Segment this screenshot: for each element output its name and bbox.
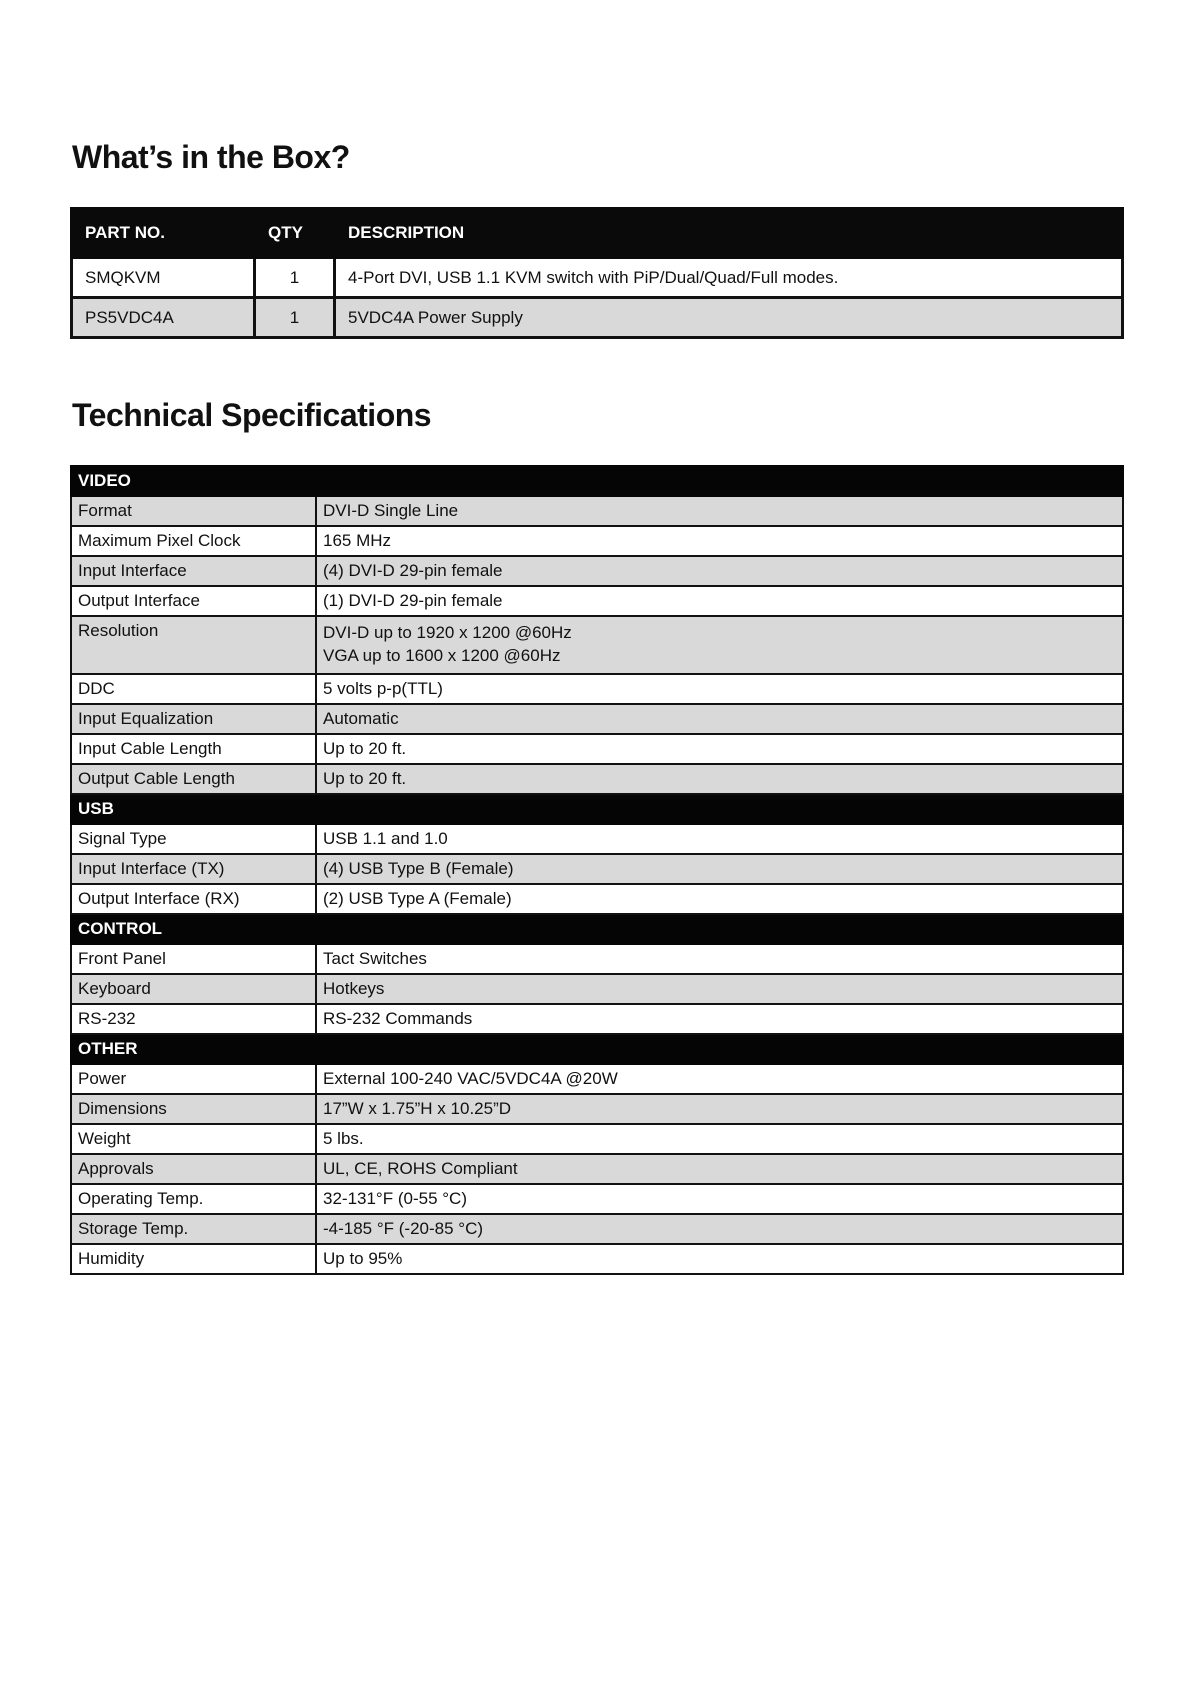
spec-label: Maximum Pixel Clock (71, 526, 316, 556)
box-header-row (72, 209, 1123, 258)
spec-value: Automatic (316, 704, 1123, 734)
spec-label: Format (71, 496, 316, 526)
spec-value: -4-185 °F (-20-85 °C) (316, 1214, 1123, 1244)
spec-row (71, 944, 1123, 974)
spec-value: 165 MHz (316, 526, 1123, 556)
spec-value-line: VGA up to 1600 x 1200 @60Hz (323, 646, 561, 665)
spec-row (71, 1004, 1123, 1034)
spec-label: Operating Temp. (71, 1184, 316, 1214)
spec-value: Up to 95% (316, 1244, 1123, 1274)
qty-cell: 1 (255, 298, 335, 338)
spec-row (71, 764, 1123, 794)
spec-row (71, 496, 1123, 526)
section-header-other (71, 1034, 1123, 1064)
box-row (72, 258, 1123, 298)
spec-label: Keyboard (71, 974, 316, 1004)
spec-value: RS-232 Commands (316, 1004, 1123, 1034)
spec-label: Humidity (71, 1244, 316, 1274)
spec-label: Output Cable Length (71, 764, 316, 794)
spec-label: Power (71, 1064, 316, 1094)
qty-header: QTY (255, 209, 335, 258)
spec-label: DDC (71, 674, 316, 704)
spec-value: 32-131°F (0-55 °C) (316, 1184, 1123, 1214)
part-no-cell: PS5VDC4A (72, 298, 255, 338)
spec-value: DVI-D Single Line (316, 496, 1123, 526)
spec-value: 17”W x 1.75”H x 10.25”D (316, 1094, 1123, 1124)
spec-label: Input Equalization (71, 704, 316, 734)
section-header-usb (71, 794, 1123, 824)
box-row (72, 298, 1123, 338)
spec-value: 5 lbs. (316, 1124, 1123, 1154)
spec-label: Approvals (71, 1154, 316, 1184)
spec-value: (4) DVI-D 29-pin female (316, 556, 1123, 586)
spec-row (71, 884, 1123, 914)
part-no-header: PART NO. (72, 209, 255, 258)
spec-row (71, 1124, 1123, 1154)
section-title: CONTROL (71, 914, 1123, 944)
spec-value: (4) USB Type B (Female) (316, 854, 1123, 884)
spec-row (71, 1244, 1123, 1274)
spec-row (71, 734, 1123, 764)
specs-heading: Technical Specifications (72, 397, 432, 433)
spec-label: Signal Type (71, 824, 316, 854)
box-heading: What’s in the Box? (72, 139, 350, 175)
spec-label: Dimensions (71, 1094, 316, 1124)
spec-row (71, 1094, 1123, 1124)
spec-label: Storage Temp. (71, 1214, 316, 1244)
spec-value: Tact Switches (316, 944, 1123, 974)
spec-value (316, 616, 1123, 674)
spec-label: Input Interface (71, 556, 316, 586)
spec-row (71, 674, 1123, 704)
spec-value: (1) DVI-D 29-pin female (316, 586, 1123, 616)
spec-label: Weight (71, 1124, 316, 1154)
section-header-video (71, 466, 1123, 496)
box-contents-table (70, 207, 1124, 339)
section-title: VIDEO (71, 466, 1123, 496)
spec-row (71, 586, 1123, 616)
spec-label: RS-232 (71, 1004, 316, 1034)
spec-row (71, 1064, 1123, 1094)
spec-label: Front Panel (71, 944, 316, 974)
spec-value: USB 1.1 and 1.0 (316, 824, 1123, 854)
spec-row (71, 824, 1123, 854)
spec-label: Input Interface (TX) (71, 854, 316, 884)
spec-value: Up to 20 ft. (316, 734, 1123, 764)
spec-value: 5 volts p-p(TTL) (316, 674, 1123, 704)
section-title: OTHER (71, 1034, 1123, 1064)
description-header: DESCRIPTION (335, 209, 1123, 258)
spec-label: Output Interface (71, 586, 316, 616)
spec-row (71, 1154, 1123, 1184)
qty-cell: 1 (255, 258, 335, 298)
spec-value: UL, CE, ROHS Compliant (316, 1154, 1123, 1184)
section-title: USB (71, 794, 1123, 824)
spec-value: Hotkeys (316, 974, 1123, 1004)
description-cell: 4-Port DVI, USB 1.1 KVM switch with PiP/Dual/Quad/Full modes. (335, 258, 1123, 298)
spec-value: External 100-240 VAC/5VDC4A @20W (316, 1064, 1123, 1094)
spec-row (71, 974, 1123, 1004)
spec-value: (2) USB Type A (Female) (316, 884, 1123, 914)
spec-row (71, 1214, 1123, 1244)
spec-row (71, 556, 1123, 586)
spec-label: Resolution (71, 616, 316, 674)
spec-row (71, 616, 1123, 674)
spec-label: Input Cable Length (71, 734, 316, 764)
spec-row (71, 526, 1123, 556)
spec-row (71, 854, 1123, 884)
spec-value: Up to 20 ft. (316, 764, 1123, 794)
spec-row (71, 704, 1123, 734)
spec-row (71, 1184, 1123, 1214)
spec-value-line: DVI-D up to 1920 x 1200 @60Hz (323, 623, 572, 642)
description-cell: 5VDC4A Power Supply (335, 298, 1123, 338)
part-no-cell: SMQKVM (72, 258, 255, 298)
specifications-table (70, 465, 1124, 1275)
spec-label: Output Interface (RX) (71, 884, 316, 914)
section-header-control (71, 914, 1123, 944)
